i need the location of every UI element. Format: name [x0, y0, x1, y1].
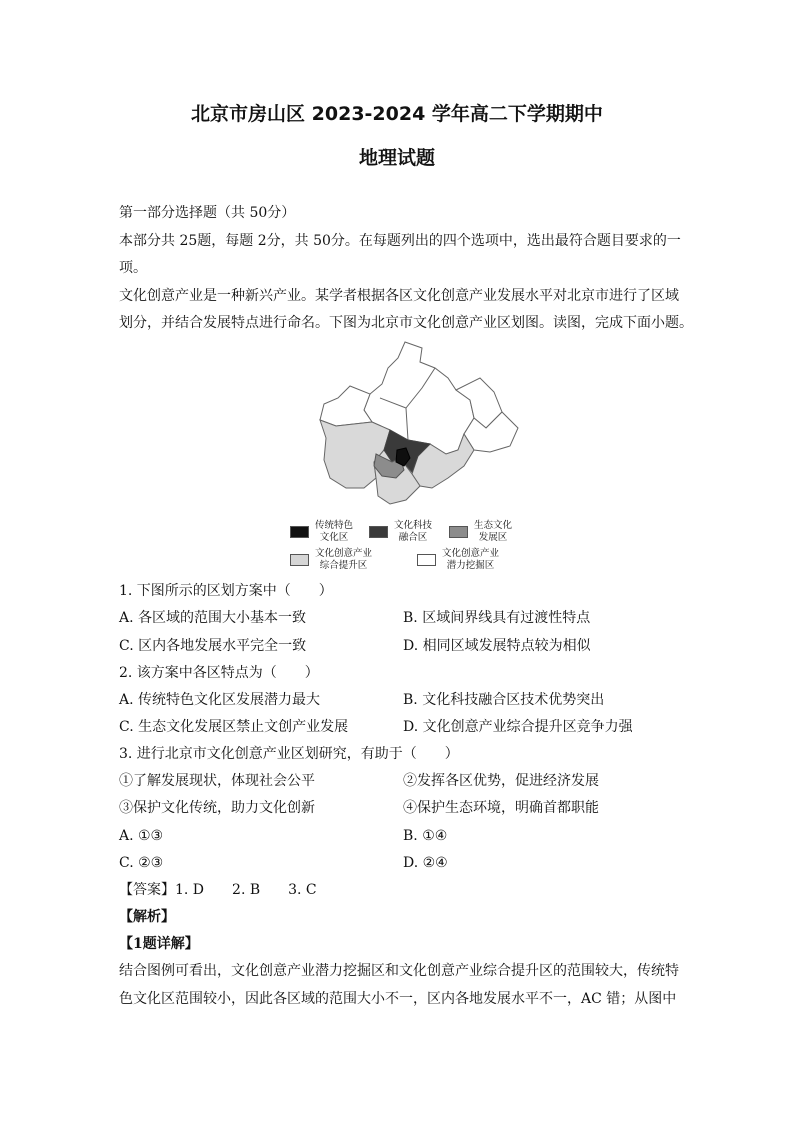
legend-label: 传统特色	[315, 520, 354, 531]
legend-eco	[449, 520, 512, 544]
question-3-option-b: B. ①④	[403, 828, 448, 844]
material-line-1: 文化创意产业是一种新兴产业。某学者根据各区文化创意产业发展水平对北京市进行了区域	[119, 288, 679, 304]
question-3-statement-2: ②发挥各区优势，促进经济发展	[403, 773, 599, 789]
legend-swatch	[290, 554, 309, 566]
question-3-stem: 3. 进行北京市文化创意产业区划研究，有助于（ ）	[119, 746, 459, 762]
legend-traditional	[290, 520, 353, 544]
legend-label: 文化创意产业	[315, 548, 373, 559]
exam-subject: 地理试题	[358, 147, 435, 169]
question-2-option-a: A. 传统特色文化区发展潜力最大	[119, 692, 321, 708]
instruction-line-2: 项。	[119, 260, 147, 276]
legend-label: 生态文化	[474, 520, 513, 531]
question-1-stem: 1. 下图所示的区划方案中（ ）	[119, 583, 333, 599]
section-heading: 第一部分选择题（共 50分）	[119, 205, 296, 221]
question-3-statement-1: ①了解发展现状，体现社会公平	[119, 773, 315, 789]
detail-line-1: 结合图例可看出，文化创意产业潜力挖掘区和文化创意产业综合提升区的范围较大，传统特	[119, 963, 679, 979]
question-1-option-b: B. 区域间界线具有过渡性特点	[403, 610, 591, 626]
instruction-line-1: 本部分共 25题，每题 2分，共 50分。在每题列出的四个选项中，选出最符合题目要求的一	[119, 233, 681, 249]
beijing-zoning-map	[280, 338, 530, 578]
map-region-northwest	[320, 386, 372, 426]
question-3-option-d: D. ②④	[403, 855, 448, 871]
question-2-option-b: B. 文化科技融合区技术优势突出	[403, 692, 605, 708]
analysis-label: 【解析】	[119, 909, 175, 925]
legend-label: 潜力挖掘区	[446, 560, 495, 571]
question-1-option-c: C. 区内各地发展水平完全一致	[119, 638, 307, 654]
question-3-statement-3: ③保护文化传统，助力文化创新	[119, 800, 315, 816]
legend-tech-fusion	[369, 520, 432, 544]
legend-potential	[417, 548, 499, 572]
question-2-option-c: C. 生态文化发展区禁止文创产业发展	[119, 719, 349, 735]
legend-swatch	[369, 526, 388, 538]
question-1-option-d: D. 相同区域发展特点较为相似	[403, 638, 591, 654]
legend-label: 综合提升区	[319, 560, 368, 571]
legend-label: 文化科技	[394, 520, 433, 531]
legend-label: 融合区	[398, 532, 428, 543]
question-3-statement-4: ④保护生态环境，明确首都职能	[403, 800, 599, 816]
map-graphic	[280, 338, 530, 518]
question-3-option-c: C. ②③	[119, 855, 164, 871]
material-line-2: 划分，并结合发展特点进行命名。下图为北京市文化创意产业区划图。读图，完成下面小题。	[119, 315, 693, 331]
question-1-option-a: A. 各区域的范围大小基本一致	[119, 610, 307, 626]
legend-label: 发展区	[478, 532, 508, 543]
question-2-option-d: D. 文化创意产业综合提升区竞争力强	[403, 719, 633, 735]
detail-label: 【1题详解】	[119, 936, 199, 952]
legend-comprehensive	[290, 548, 372, 572]
answer-line: 【答案】1. D 2. B 3. C	[119, 882, 317, 898]
legend-swatch	[290, 526, 309, 538]
detail-line-2: 色文化区范围较小，因此各区域的范围大小不一，区内各地发展水平不一，AC 错；从图中	[119, 991, 677, 1007]
exam-title: 北京市房山区 2023-2024 学年高二下学期期中	[191, 103, 603, 125]
question-3-option-a: A. ①③	[119, 828, 164, 844]
legend-label: 文化区	[319, 532, 349, 543]
legend-swatch	[417, 554, 436, 566]
legend-swatch	[449, 526, 468, 538]
question-2-stem: 2. 该方案中各区特点为（ ）	[119, 665, 319, 681]
legend-label: 文化创意产业	[442, 548, 500, 559]
